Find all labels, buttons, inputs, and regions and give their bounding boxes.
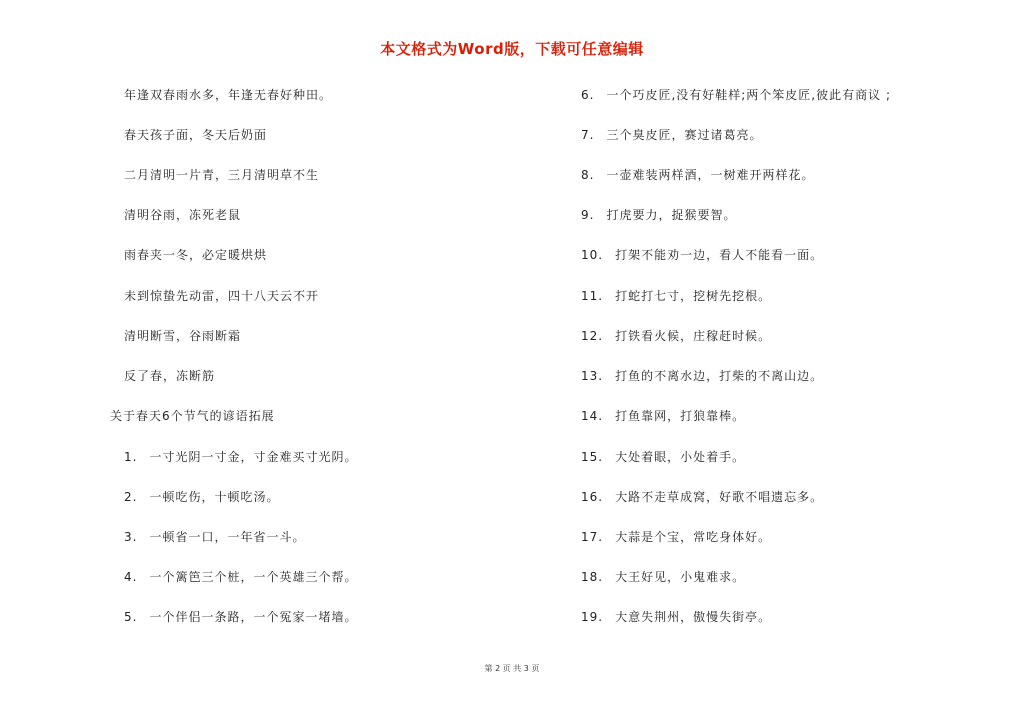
proverb-line: 反了春，冻断筋 <box>124 369 216 383</box>
numbered-item <box>124 529 305 545</box>
item-number: 7. <box>581 128 595 142</box>
item-text: 大路不走草成窝，好歌不唱遗忘多。 <box>615 490 824 504</box>
numbered-item <box>581 207 736 223</box>
item-text: 打架不能劝一边，看人不能看一面。 <box>615 248 824 262</box>
item-number: 12. <box>581 329 604 343</box>
item-number: 4. <box>124 570 138 584</box>
proverb-line: 清明谷雨，冻死老鼠 <box>124 208 242 222</box>
item-text: 打蛇打七寸，挖树先挖根。 <box>615 289 772 303</box>
proverb-line: 未到惊蛰先动雷，四十八天云不开 <box>124 289 320 303</box>
item-text: 大意失荆州，傲慢失街亭。 <box>615 610 772 624</box>
item-text: 一顿吃伤，十顿吃汤。 <box>149 490 280 504</box>
numbered-item <box>581 449 745 465</box>
proverb-line: 清明断雪，谷雨断霜 <box>124 329 242 343</box>
item-number: 6. <box>581 88 595 102</box>
page-number: 第 2 页 共 3 页 <box>484 664 540 673</box>
proverb-line: 二月清明一片青，三月清明草不生 <box>124 168 320 182</box>
item-text: 一壶难装两样酒，一树难开两样花。 <box>606 168 815 182</box>
item-text: 一个巧皮匠,没有好鞋样;两个笨皮匠,彼此有商议 ; <box>606 88 891 102</box>
item-text: 大处着眼，小处着手。 <box>615 450 746 464</box>
numbered-item <box>581 368 823 384</box>
numbered-item <box>581 87 891 103</box>
numbered-item <box>124 449 357 465</box>
item-number: 16. <box>581 490 604 504</box>
numbered-item <box>124 609 357 625</box>
proverb-line: 年逢双春雨水多，年逢无春好种田。 <box>124 88 333 102</box>
item-text: 三个臭皮匠，赛过诸葛亮。 <box>606 128 763 142</box>
item-number: 5. <box>124 610 138 624</box>
numbered-item <box>581 609 771 625</box>
item-number: 8. <box>581 168 595 182</box>
item-text: 大蒜是个宝，常吃身体好。 <box>615 530 772 544</box>
numbered-item <box>581 247 823 263</box>
item-number: 18. <box>581 570 604 584</box>
numbered-item <box>581 489 823 505</box>
proverb-line: 雨春夹一冬，必定暖烘烘 <box>124 248 268 262</box>
numbered-item <box>581 288 771 304</box>
item-number: 19. <box>581 610 604 624</box>
item-text: 打鱼靠网，打狼靠棒。 <box>615 409 746 423</box>
numbered-item <box>581 127 762 143</box>
item-number: 10. <box>581 248 604 262</box>
numbered-item <box>124 489 279 505</box>
numbered-item <box>581 529 771 545</box>
proverb-line: 春天孩子面，冬天后奶面 <box>124 128 268 142</box>
item-text: 大王好见，小鬼难求。 <box>615 570 746 584</box>
item-text: 打铁看火候，庄稼赶时候。 <box>615 329 772 343</box>
item-text: 一顿省一口，一年省一斗。 <box>149 530 306 544</box>
header-banner: 本文格式为Word版，下载可任意编辑 <box>380 40 644 58</box>
numbered-item <box>581 167 814 183</box>
section-title: 关于春天6个节气的谚语拓展 <box>110 409 275 423</box>
numbered-item <box>581 569 745 585</box>
numbered-item <box>581 408 745 424</box>
item-number: 1. <box>124 450 138 464</box>
item-text: 一寸光阴一寸金，寸金难买寸光阴。 <box>149 450 358 464</box>
item-text: 打鱼的不离水边，打柴的不离山边。 <box>615 369 824 383</box>
numbered-item <box>581 328 771 344</box>
item-number: 11. <box>581 289 604 303</box>
item-number: 17. <box>581 530 604 544</box>
item-text: 一个篱笆三个桩，一个英雄三个帮。 <box>149 570 358 584</box>
item-text: 一个伴侣一条路，一个冤家一堵墙。 <box>149 610 358 624</box>
item-number: 2. <box>124 490 138 504</box>
numbered-item <box>124 569 357 585</box>
item-number: 9. <box>581 208 595 222</box>
item-number: 15. <box>581 450 604 464</box>
item-number: 14. <box>581 409 604 423</box>
item-number: 3. <box>124 530 138 544</box>
item-number: 13. <box>581 369 604 383</box>
item-text: 打虎要力，捉猴要智。 <box>606 208 737 222</box>
